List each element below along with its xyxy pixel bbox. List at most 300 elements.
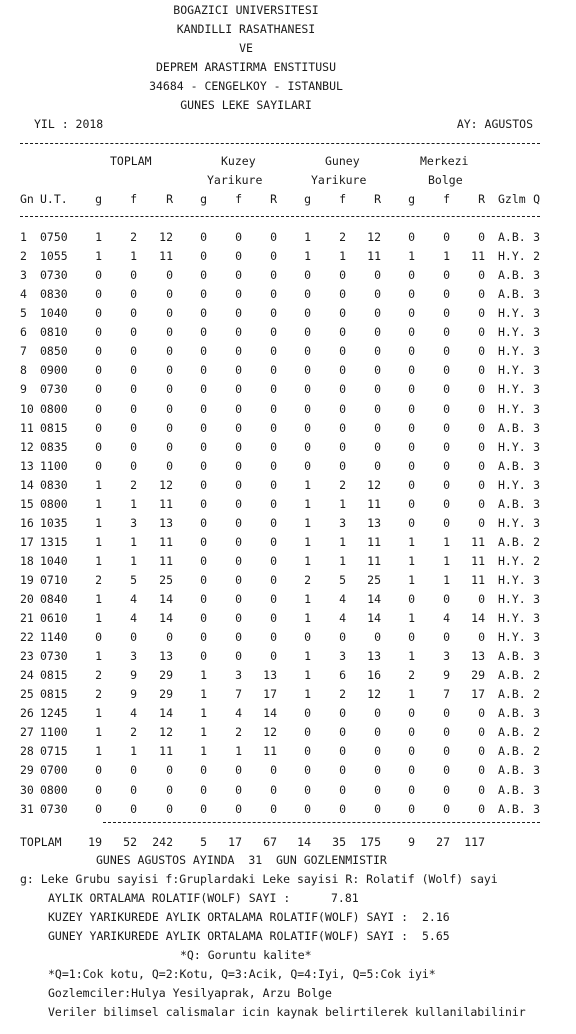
cell-total-g: 0 [95, 382, 102, 397]
cell-quality: 3 [533, 325, 540, 340]
cell-total-g: 1 [95, 496, 102, 511]
cell-north-g: 0 [200, 515, 207, 530]
cell-south-g: 1 [304, 687, 311, 702]
cell-south-g: 0 [304, 782, 311, 797]
cell-total-g: 1 [95, 230, 102, 244]
cell-observer: H.Y. [498, 439, 526, 454]
cell-total-r: 0 [166, 325, 173, 340]
cell-south-r: 14 [367, 611, 381, 625]
cell-north-f: 0 [235, 534, 242, 549]
cell-south-g: 1 [304, 249, 311, 264]
group-toplam: TOPLAM [110, 154, 152, 168]
cell-north-g: 0 [200, 439, 207, 454]
cell-north-r: 11 [263, 744, 277, 759]
cell-north-f: 0 [235, 230, 242, 244]
cell-observer: H.Y. [498, 344, 526, 359]
cell-observer: A.B. [498, 668, 526, 683]
cell-north-g: 0 [200, 382, 207, 397]
cell-ut: 1035 [40, 515, 68, 530]
cell-central-r: 14 [471, 611, 485, 625]
cell-south-r: 0 [374, 382, 381, 397]
cell-ut: 0730 [40, 649, 68, 664]
observed-days-text: GUNES AGUSTOS AYINDA 31 GUN GOZLENMISTIR [96, 853, 387, 867]
cell-ut: 0900 [40, 363, 68, 378]
cell-north-r: 17 [263, 687, 277, 702]
cell-north-g: 0 [200, 611, 207, 625]
cell-ut: 1140 [40, 630, 68, 644]
cell-total-r: 11 [159, 496, 173, 511]
cell-central-g: 1 [408, 553, 415, 568]
cell-south-f: 0 [339, 763, 346, 778]
column-header-north-f: f [235, 192, 242, 206]
cell-gn: 21 [20, 611, 34, 625]
cell-quality: 3 [533, 230, 540, 244]
cell-south-r: 0 [374, 439, 381, 454]
divider-top [20, 143, 540, 144]
header-line-university: BOGAZICI UNIVERSITESI [173, 3, 319, 17]
cell-north-g: 0 [200, 534, 207, 549]
column-header-quality: Q [533, 192, 540, 206]
cell-south-r: 0 [374, 763, 381, 778]
cell-north-r: 0 [270, 801, 277, 816]
cell-ut: 0730 [40, 801, 68, 816]
cell-observer: H.Y. [498, 611, 526, 625]
cell-total-g: 0 [95, 401, 102, 416]
cell-total-f: 0 [130, 401, 137, 416]
cell-ut: 0815 [40, 420, 68, 435]
cell-north-g: 0 [200, 249, 207, 264]
total-central-g: 9 [408, 835, 415, 849]
cell-north-f: 0 [235, 420, 242, 435]
cell-south-r: 13 [367, 515, 381, 530]
cell-ut: 0710 [40, 572, 68, 587]
cell-total-r: 12 [159, 230, 173, 244]
cell-south-r: 0 [374, 725, 381, 740]
cell-north-f: 0 [235, 344, 242, 359]
year-label: YIL : 2018 [34, 117, 104, 131]
cell-observer: A.B. [498, 287, 526, 302]
cell-observer: A.B. [498, 496, 526, 511]
cell-total-f: 0 [130, 458, 137, 473]
cell-central-f: 0 [443, 401, 450, 416]
cell-central-r: 0 [478, 630, 485, 644]
column-header-gn: Gn [20, 192, 34, 206]
cell-north-f: 3 [235, 668, 242, 683]
table-row [0, 761, 576, 780]
cell-ut: 0850 [40, 344, 68, 359]
cell-south-f: 0 [339, 306, 346, 321]
month-label: AY: AGUSTOS [456, 117, 533, 131]
cell-ut: 1315 [40, 534, 68, 549]
cell-total-f: 9 [130, 687, 137, 702]
cell-south-r: 0 [374, 706, 381, 721]
cell-total-r: 14 [159, 592, 173, 606]
cell-quality: 3 [533, 344, 540, 359]
cell-total-f: 0 [130, 306, 137, 321]
cell-observer: H.Y. [498, 306, 526, 321]
cell-south-f: 0 [339, 287, 346, 302]
cell-north-g: 0 [200, 553, 207, 568]
cell-total-g: 0 [95, 287, 102, 302]
cell-north-f: 0 [235, 611, 242, 625]
cell-total-f: 1 [130, 496, 137, 511]
table-row [0, 628, 576, 647]
cell-central-g: 0 [408, 725, 415, 740]
cell-south-g: 0 [304, 439, 311, 454]
cell-central-g: 0 [408, 477, 415, 492]
cell-north-r: 0 [270, 458, 277, 473]
cell-ut: 0835 [40, 439, 68, 454]
cell-total-r: 0 [166, 458, 173, 473]
cell-central-r: 11 [471, 572, 485, 587]
column-header-total-g: g [95, 192, 102, 206]
cell-central-f: 0 [443, 496, 450, 511]
cell-quality: 3 [533, 401, 540, 416]
cell-ut: 0830 [40, 477, 68, 492]
cell-total-g: 1 [95, 515, 102, 530]
column-header-south-f: f [339, 192, 346, 206]
table-row [0, 228, 576, 247]
cell-total-r: 0 [166, 401, 173, 416]
cell-central-f: 3 [443, 649, 450, 664]
cell-gn: 4 [20, 287, 27, 302]
cell-central-f: 0 [443, 515, 450, 530]
cell-total-f: 0 [130, 344, 137, 359]
cell-total-f: 0 [130, 439, 137, 454]
cell-north-g: 1 [200, 706, 207, 721]
page-title: GUNES LEKE SAYILARI [180, 98, 312, 112]
cell-quality: 3 [533, 268, 540, 283]
cell-north-f: 4 [235, 706, 242, 721]
cell-observer: H.Y. [498, 249, 526, 264]
cell-gn: 6 [20, 325, 27, 340]
cell-observer: A.B. [498, 649, 526, 664]
cell-ut: 0715 [40, 744, 68, 759]
cell-quality: 2 [533, 668, 540, 683]
total-south-g: 14 [297, 835, 311, 849]
cell-central-r: 0 [478, 268, 485, 283]
cell-total-r: 12 [159, 477, 173, 492]
cell-south-r: 11 [367, 553, 381, 568]
cell-north-g: 0 [200, 230, 207, 244]
cell-north-f: 0 [235, 249, 242, 264]
cell-total-g: 0 [95, 801, 102, 816]
cell-south-r: 0 [374, 744, 381, 759]
cell-central-g: 0 [408, 287, 415, 302]
cell-north-f: 7 [235, 687, 242, 702]
cell-north-r: 14 [263, 706, 277, 721]
monthly-average-label: AYLIK ORTALAMA ROLATIF(WOLF) SAYI : [48, 891, 291, 905]
cell-gn: 18 [20, 553, 34, 568]
cell-central-g: 0 [408, 306, 415, 321]
cell-south-f: 2 [339, 230, 346, 244]
cell-south-f: 4 [339, 592, 346, 606]
cell-central-g: 0 [408, 325, 415, 340]
cell-total-r: 29 [159, 687, 173, 702]
cell-gn: 25 [20, 687, 34, 702]
cell-south-r: 0 [374, 287, 381, 302]
divider-header [20, 216, 540, 217]
cell-central-r: 0 [478, 287, 485, 302]
cell-north-r: 0 [270, 782, 277, 797]
cell-total-r: 29 [159, 668, 173, 683]
column-header-total-f: f [130, 192, 137, 206]
legend-text: g: Leke Grubu sayisi f:Gruplardaki Leke sayisi R: Rolatif (Wolf) sayi [20, 872, 498, 886]
cell-quality: 3 [533, 363, 540, 378]
cell-total-f: 2 [130, 230, 137, 244]
cell-north-r: 0 [270, 268, 277, 283]
cell-gn: 15 [20, 496, 34, 511]
cell-north-r: 0 [270, 249, 277, 264]
cell-north-r: 0 [270, 477, 277, 492]
cell-total-g: 1 [95, 706, 102, 721]
cell-south-f: 0 [339, 268, 346, 283]
column-header-north-g: g [200, 192, 207, 206]
cell-south-r: 12 [367, 687, 381, 702]
cell-south-r: 11 [367, 496, 381, 511]
south-average-label: GUNEY YARIKUREDE AYLIK ORTALAMA ROLATIF(WOLF) SAYI : [48, 929, 409, 943]
cell-north-r: 0 [270, 553, 277, 568]
cell-south-f: 0 [339, 744, 346, 759]
cell-gn: 31 [20, 801, 34, 816]
cell-north-r: 0 [270, 649, 277, 664]
cell-north-g: 1 [200, 687, 207, 702]
cell-central-f: 0 [443, 230, 450, 244]
cell-central-f: 4 [443, 611, 450, 625]
cell-central-f: 0 [443, 630, 450, 644]
cell-total-g: 1 [95, 553, 102, 568]
cell-north-g: 1 [200, 725, 207, 740]
cell-quality: 2 [533, 553, 540, 568]
cell-ut: 0800 [40, 401, 68, 416]
cell-total-g: 0 [95, 782, 102, 797]
cell-total-f: 2 [130, 477, 137, 492]
cell-south-f: 0 [339, 439, 346, 454]
cell-south-f: 1 [339, 553, 346, 568]
cell-ut: 0730 [40, 268, 68, 283]
cell-total-f: 3 [130, 515, 137, 530]
cell-observer: H.Y. [498, 477, 526, 492]
cell-south-g: 0 [304, 420, 311, 435]
table-row [0, 285, 576, 304]
cell-observer: H.Y. [498, 325, 526, 340]
cell-south-f: 0 [339, 401, 346, 416]
cell-north-g: 0 [200, 649, 207, 664]
cell-central-f: 0 [443, 801, 450, 816]
cell-south-f: 6 [339, 668, 346, 683]
cell-central-r: 0 [478, 706, 485, 721]
cell-gn: 9 [20, 382, 27, 397]
total-north-f: 17 [228, 835, 242, 849]
cell-total-r: 12 [159, 725, 173, 740]
cell-south-r: 11 [367, 534, 381, 549]
observers-text: Gozlemciler:Hulya Yesilyaprak, Arzu Bolge [48, 986, 332, 1000]
table-row [0, 476, 576, 495]
cell-south-f: 0 [339, 782, 346, 797]
cell-north-g: 0 [200, 306, 207, 321]
cell-ut: 0750 [40, 230, 68, 244]
cell-total-g: 2 [95, 572, 102, 587]
cell-total-r: 11 [159, 534, 173, 549]
cell-central-r: 11 [471, 553, 485, 568]
divider-totals [103, 822, 540, 823]
cell-north-r: 0 [270, 344, 277, 359]
cell-north-g: 1 [200, 668, 207, 683]
quality-scale: *Q=1:Cok kotu, Q=2:Kotu, Q=3:Acik, Q=4:Iyi, Q=5:Cok iyi* [48, 967, 436, 981]
cell-gn: 27 [20, 725, 34, 740]
cell-south-r: 0 [374, 782, 381, 797]
cell-central-g: 2 [408, 668, 415, 683]
cell-observer: H.Y. [498, 515, 526, 530]
cell-central-f: 0 [443, 439, 450, 454]
cell-north-f: 0 [235, 325, 242, 340]
north-average-label: KUZEY YARIKUREDE AYLIK ORTALAMA ROLATIF(WOLF) SAYI : [48, 910, 409, 924]
cell-ut: 1040 [40, 553, 68, 568]
cell-north-f: 0 [235, 306, 242, 321]
cell-total-g: 0 [95, 420, 102, 435]
cell-south-r: 0 [374, 401, 381, 416]
cell-central-r: 0 [478, 363, 485, 378]
table-row [0, 514, 576, 533]
cell-north-g: 0 [200, 477, 207, 492]
table-row [0, 400, 576, 419]
cell-central-f: 0 [443, 782, 450, 797]
table-row [0, 304, 576, 323]
cell-quality: 3 [533, 420, 540, 435]
cell-central-f: 0 [443, 363, 450, 378]
cell-ut: 0815 [40, 687, 68, 702]
cell-quality: 3 [533, 572, 540, 587]
cell-central-r: 13 [471, 649, 485, 664]
cell-ut: 1100 [40, 725, 68, 740]
group-guney-sub: Yarikure [311, 173, 367, 187]
cell-central-g: 0 [408, 515, 415, 530]
cell-ut: 1100 [40, 458, 68, 473]
cell-total-f: 1 [130, 249, 137, 264]
cell-south-f: 0 [339, 706, 346, 721]
cell-central-f: 1 [443, 572, 450, 587]
cell-north-r: 0 [270, 230, 277, 244]
cell-central-r: 11 [471, 249, 485, 264]
south-average-value: 5.65 [422, 929, 450, 943]
cell-south-f: 0 [339, 420, 346, 435]
cell-observer: H.Y. [498, 592, 526, 606]
table-row [0, 438, 576, 457]
cell-south-g: 0 [304, 725, 311, 740]
cell-south-g: 1 [304, 477, 311, 492]
cell-total-r: 14 [159, 611, 173, 625]
total-total-r: 242 [152, 835, 173, 849]
header-line-address: 34684 - CENGELKOY - ISTANBUL [149, 79, 343, 93]
cell-ut: 0840 [40, 592, 68, 606]
north-average-value: 2.16 [422, 910, 450, 924]
cell-total-r: 0 [166, 439, 173, 454]
cell-north-r: 0 [270, 439, 277, 454]
cell-total-r: 0 [166, 344, 173, 359]
cell-ut: 0610 [40, 611, 68, 625]
cell-south-g: 0 [304, 706, 311, 721]
cell-total-r: 0 [166, 420, 173, 435]
quality-title: *Q: Goruntu kalite* [180, 948, 312, 962]
cell-north-g: 0 [200, 630, 207, 644]
cell-total-f: 5 [130, 572, 137, 587]
cell-north-r: 0 [270, 363, 277, 378]
cell-total-r: 0 [166, 630, 173, 644]
cell-north-f: 0 [235, 553, 242, 568]
cell-north-g: 0 [200, 401, 207, 416]
cell-north-g: 0 [200, 363, 207, 378]
cell-quality: 3 [533, 801, 540, 816]
cell-total-g: 1 [95, 249, 102, 264]
cell-gn: 3 [20, 268, 27, 283]
cell-central-g: 1 [408, 534, 415, 549]
cell-total-r: 0 [166, 801, 173, 816]
table-row [0, 723, 576, 742]
cell-total-f: 0 [130, 268, 137, 283]
cell-north-f: 0 [235, 592, 242, 606]
cell-south-g: 0 [304, 744, 311, 759]
cell-ut: 0800 [40, 496, 68, 511]
cell-gn: 17 [20, 534, 34, 549]
column-header-central-f: f [443, 192, 450, 206]
cell-north-f: 0 [235, 630, 242, 644]
group-merkezi-sub: Bolge [428, 173, 463, 187]
cell-south-g: 0 [304, 458, 311, 473]
total-total-g: 19 [88, 835, 102, 849]
cell-gn: 14 [20, 477, 34, 492]
cell-south-f: 2 [339, 687, 346, 702]
cell-south-f: 0 [339, 458, 346, 473]
cell-south-f: 2 [339, 477, 346, 492]
cell-south-f: 3 [339, 649, 346, 664]
cell-north-f: 0 [235, 515, 242, 530]
table-row [0, 609, 576, 628]
cell-south-r: 0 [374, 420, 381, 435]
cell-north-r: 13 [263, 668, 277, 683]
cell-quality: 3 [533, 630, 540, 644]
total-north-r: 67 [263, 835, 277, 849]
cell-total-f: 3 [130, 649, 137, 664]
table-row [0, 323, 576, 342]
cell-central-g: 0 [408, 401, 415, 416]
cell-north-f: 0 [235, 363, 242, 378]
cell-observer: A.B. [498, 782, 526, 797]
cell-gn: 10 [20, 401, 34, 416]
cell-north-f: 0 [235, 572, 242, 587]
cell-observer: H.Y. [498, 401, 526, 416]
cell-central-f: 1 [443, 249, 450, 264]
cell-gn: 16 [20, 515, 34, 530]
cell-total-r: 25 [159, 572, 173, 587]
cell-central-g: 0 [408, 763, 415, 778]
cell-north-r: 0 [270, 763, 277, 778]
cell-central-f: 0 [443, 763, 450, 778]
cell-total-g: 1 [95, 725, 102, 740]
cell-central-r: 0 [478, 382, 485, 397]
cell-quality: 3 [533, 611, 540, 625]
cell-central-g: 0 [408, 801, 415, 816]
cell-gn: 7 [20, 344, 27, 359]
cell-south-r: 11 [367, 249, 381, 264]
cell-north-f: 0 [235, 649, 242, 664]
cell-south-f: 0 [339, 725, 346, 740]
cell-total-r: 0 [166, 782, 173, 797]
cell-central-g: 1 [408, 687, 415, 702]
cell-total-f: 0 [130, 287, 137, 302]
cell-total-r: 0 [166, 763, 173, 778]
column-header-south-r: R [374, 192, 381, 206]
cell-quality: 2 [533, 249, 540, 264]
